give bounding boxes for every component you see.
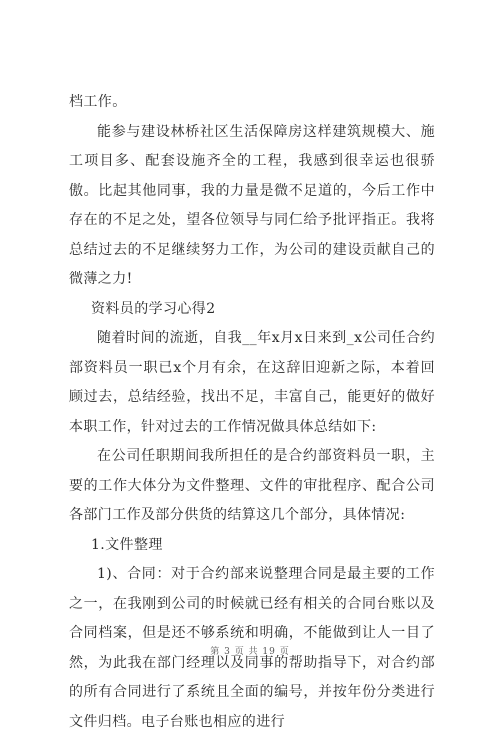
- paragraph-project-reflection: 能参与建设林桥社区生活保障房这样建筑规模大、施工项目多、配套设施齐全的工程，我感到很幸运也很骄傲。比起其他同事，我的力量是微不足道的，今后工作中存在的不足之处，望各位领导与同仁给予批评指正。我将总结过去的不足继续努力工作，为公司的建设贡献自己的微薄之力!: [69, 123, 435, 287]
- paragraph-duties-overview: 在公司任职期间我所担任的是合约部资料员一职，主要的工作大体分为文件整理、文件的审批程序、配合公司各部门工作及部分供货的结算这几个部分，具体情况:: [69, 448, 435, 523]
- paragraph-continuation: 档工作。: [69, 94, 127, 110]
- paragraph-contracts: 1)、合同：对于合约部来说整理合同是最主要的工作之一，在我刚到公司的时候就已经有相关的合同台账以及合同档案，但是还不够系统和明确，不能做到让人一目了然，为此我在部门经理以及同事的帮助指导下，对合约部的所有合同进行了系统且全面的编号，并按年份分类进行文件归档。电子台账也相应的进行: [69, 566, 435, 730]
- paragraph-introduction: 随着时间的流逝，自我__年x月x日来到_x公司任合约部资料员一职已x个月有余，在这辞旧迎新之际，本着回顾过去，总结经验，找出不足，丰富自己，能更好的做好本职工作，针对过去的工作情况做具体总结如下:: [69, 330, 435, 435]
- page-number-footer: 第 3 页 共 19 页: [210, 647, 290, 657]
- section-title-learning-notes-2: 资料员的学习心得2: [91, 300, 216, 317]
- subsection-title-file-organization: 1.文件整理: [91, 536, 163, 553]
- document-body: [69, 88, 435, 737]
